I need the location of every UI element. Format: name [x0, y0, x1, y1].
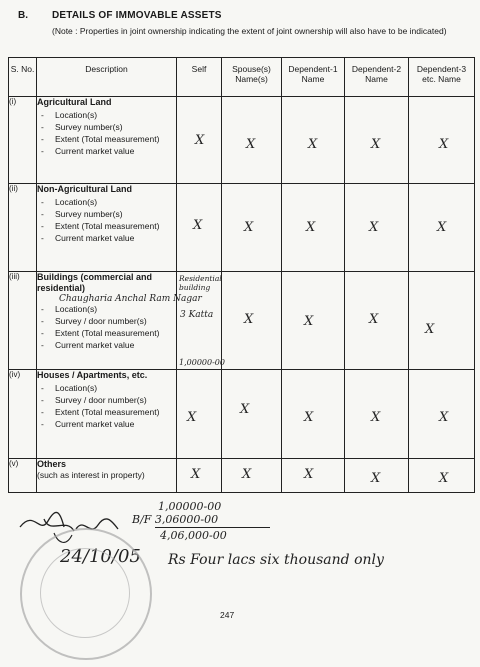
cell-spouse	[222, 184, 282, 272]
cell-dependent-2	[345, 272, 409, 370]
total-underline	[155, 527, 270, 528]
official-stamp	[20, 528, 152, 660]
table-row	[9, 97, 475, 184]
cross-mark: X	[193, 218, 203, 233]
cross-mark: X	[244, 312, 254, 327]
cross-mark: X	[246, 137, 256, 152]
official-stamp-inner	[40, 548, 130, 638]
row-sno: (i)	[9, 97, 37, 184]
handwritten-extent: 3 Katta	[180, 310, 214, 320]
cell-dependent-3	[409, 459, 475, 493]
row-item: - Survey / door number(s)	[37, 395, 176, 406]
table-row	[9, 184, 475, 272]
row-item: - Location(s)	[37, 197, 176, 208]
cell-dependent-2	[345, 97, 409, 184]
section-note: (Note : Properties in joint ownership indicating the extent of joint ownership will also have to be indicated)	[52, 26, 447, 36]
table-row	[9, 459, 475, 493]
row-sno: (ii)	[9, 184, 37, 272]
header-dependent-3: Dependent-3 etc. Name	[409, 58, 475, 97]
cross-mark: X	[195, 133, 205, 148]
cell-self	[177, 184, 222, 272]
row-title: Agricultural Land	[37, 97, 112, 107]
cross-mark: X	[306, 220, 316, 235]
immovable-assets-table	[8, 57, 475, 493]
cell-spouse	[222, 272, 282, 370]
cross-mark: X	[371, 471, 381, 486]
row-item: - Current market value	[37, 233, 176, 244]
table-row	[9, 370, 475, 459]
cell-dependent-2	[345, 370, 409, 459]
cell-spouse	[222, 370, 282, 459]
row-title: Others	[37, 459, 67, 469]
cell-dependent-1	[282, 370, 345, 459]
handwritten-building-type: Residential building	[179, 274, 222, 292]
handwritten-market-value: 1,00000-00	[179, 358, 225, 367]
cell-self	[177, 370, 222, 459]
cross-mark: X	[439, 471, 449, 486]
cell-self	[177, 459, 222, 493]
cross-mark: X	[240, 402, 250, 417]
row-sno: (iv)	[9, 370, 37, 459]
cell-dependent-3	[409, 97, 475, 184]
cell-dependent-1	[282, 184, 345, 272]
amount-in-words: Rs Four lacs six thousand only	[168, 552, 384, 568]
header-description: Description	[37, 58, 177, 97]
row-item: - Current market value	[37, 340, 176, 351]
signature-date: 24/10/05	[60, 546, 141, 567]
cell-dependent-3	[409, 370, 475, 459]
row-description	[37, 184, 177, 272]
total-line-2: B/F 3,06000-00	[132, 513, 219, 526]
header-dependent-2: Dependent-2 Name	[345, 58, 409, 97]
section-letter: B.	[18, 10, 28, 21]
cross-mark: X	[304, 410, 314, 425]
total-line-1: 1,00000-00	[158, 500, 222, 513]
cross-mark: X	[304, 467, 314, 482]
cross-mark: X	[242, 467, 252, 482]
row-item: - Extent (Total measurement)	[37, 221, 176, 232]
row-item: - Survey / door number(s)	[37, 316, 176, 327]
cell-dependent-1	[282, 272, 345, 370]
table-row	[9, 272, 475, 370]
cell-dependent-3	[409, 272, 475, 370]
cross-mark: X	[439, 137, 449, 152]
cell-self	[177, 97, 222, 184]
cross-mark: X	[308, 137, 318, 152]
row-item: - Extent (Total measurement)	[37, 328, 176, 339]
header-spouse: Spouse(s) Name(s)	[222, 58, 282, 97]
row-subtitle: (such as interest in property)	[37, 470, 145, 480]
row-item: - Extent (Total measurement)	[37, 407, 176, 418]
total-sum: 4,06,000-00	[160, 529, 227, 542]
section-title: DETAILS OF IMMOVABLE ASSETS	[52, 10, 222, 21]
row-sno: (v)	[9, 459, 37, 493]
header-dependent-1: Dependent-1 Name	[282, 58, 345, 97]
cell-dependent-1	[282, 459, 345, 493]
cell-dependent-2	[345, 184, 409, 272]
cross-mark: X	[369, 220, 379, 235]
cross-mark: X	[244, 220, 254, 235]
cell-dependent-3	[409, 184, 475, 272]
cross-mark: X	[304, 314, 314, 329]
cell-spouse	[222, 459, 282, 493]
cross-mark: X	[371, 410, 381, 425]
page-number: 247	[220, 610, 235, 620]
handwritten-location: Chaugharia Anchal Ram Nagar	[59, 294, 202, 304]
row-item: - Survey number(s)	[37, 209, 176, 220]
row-title: Houses / Apartments, etc.	[37, 370, 148, 380]
cross-mark: X	[191, 467, 201, 482]
header-sno: S. No.	[9, 58, 37, 97]
header-row	[9, 58, 475, 97]
row-item: - Survey number(s)	[37, 122, 176, 133]
row-title: Buildings (commercial and residential)	[37, 272, 153, 293]
cross-mark: X	[187, 410, 197, 425]
cell-dependent-1	[282, 97, 345, 184]
row-title: Non-Agricultural Land	[37, 184, 132, 194]
row-item: - Location(s)	[37, 110, 176, 121]
cell-spouse	[222, 97, 282, 184]
row-item: - Current market value	[37, 419, 176, 430]
row-item: - Location(s)	[37, 304, 176, 315]
row-item: - Extent (Total measurement)	[37, 134, 176, 145]
cross-mark: X	[425, 322, 435, 337]
cell-dependent-2	[345, 459, 409, 493]
row-description	[37, 370, 177, 459]
row-description	[37, 97, 177, 184]
cross-mark: X	[369, 312, 379, 327]
row-item: - Current market value	[37, 146, 176, 157]
cross-mark: X	[371, 137, 381, 152]
cell-self	[177, 272, 225, 370]
row-description	[37, 459, 177, 493]
cross-mark: X	[437, 220, 447, 235]
row-item: - Location(s)	[37, 383, 176, 394]
row-sno: (iii)	[9, 272, 37, 370]
header-self: Self	[177, 58, 222, 97]
cross-mark: X	[439, 410, 449, 425]
